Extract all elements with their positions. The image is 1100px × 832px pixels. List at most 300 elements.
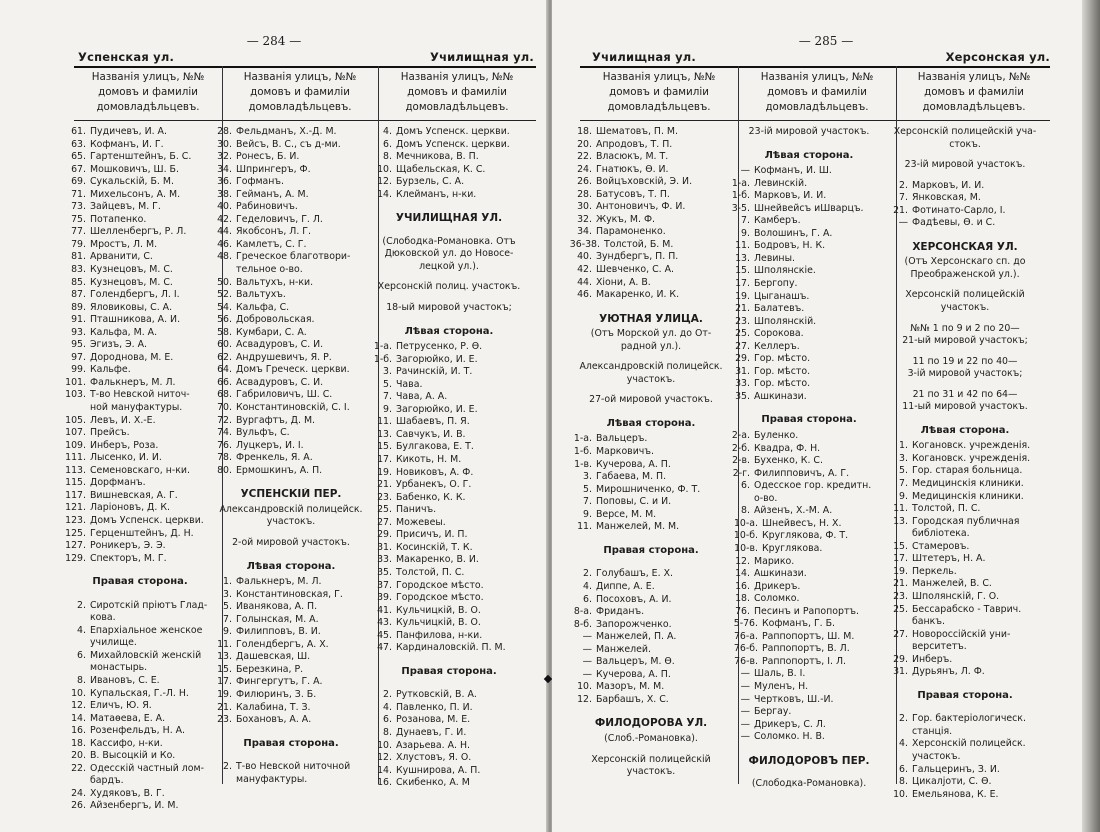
house-entry bbox=[206, 176, 376, 189]
house-number: 15. bbox=[893, 540, 908, 552]
house-entry bbox=[366, 479, 532, 492]
house-entry bbox=[60, 402, 220, 415]
house-entry bbox=[882, 566, 1048, 579]
house-entry bbox=[882, 516, 1048, 529]
house-number: 95. bbox=[71, 339, 86, 351]
house-number: 15. bbox=[735, 265, 750, 277]
owner-name: Парамоненко. bbox=[596, 226, 666, 238]
house-entry bbox=[366, 189, 532, 202]
house-entry bbox=[60, 750, 220, 763]
owner-name: Кузнецовъ, М. С. bbox=[90, 276, 173, 288]
owner-name: Мазоръ, М. М. bbox=[596, 681, 665, 693]
house-number: 18. bbox=[735, 593, 750, 605]
house-entry bbox=[366, 404, 532, 417]
house-number: 16. bbox=[735, 580, 750, 592]
owner-name: Рутковскій, В. А. bbox=[396, 689, 477, 701]
owner-name: Асвадуровъ, С. И. bbox=[236, 376, 324, 388]
house-number: — bbox=[740, 718, 750, 730]
owner-name: Бессарабско - Таврич. bbox=[912, 603, 1022, 615]
house-entry bbox=[60, 600, 220, 613]
house-entry bbox=[724, 443, 894, 456]
house-number: — bbox=[582, 656, 592, 668]
owner-name: Голубашъ, Е. Х. bbox=[596, 568, 673, 580]
house-number: 26. bbox=[577, 176, 592, 188]
house-entry bbox=[366, 126, 532, 139]
house-entry bbox=[724, 215, 894, 228]
owner-name: Манжелей, М. М. bbox=[596, 521, 680, 533]
house-number: 34. bbox=[217, 163, 232, 175]
page-edge-shadow bbox=[1082, 0, 1100, 832]
house-number: 3. bbox=[583, 471, 592, 483]
owner-name: Левины. bbox=[754, 252, 795, 264]
owner-name: Гор. мѣсто. bbox=[754, 378, 811, 390]
owner-name: Вульфъ, С. bbox=[236, 427, 290, 439]
house-number: 8. bbox=[383, 726, 392, 738]
house-entry bbox=[60, 612, 220, 625]
owner-name: о-во. bbox=[754, 492, 778, 504]
spacer bbox=[60, 592, 220, 600]
owner-name: Бабенко, К. К. bbox=[396, 491, 466, 503]
house-number: 58. bbox=[217, 326, 232, 338]
house-number: 1-а. bbox=[573, 433, 592, 445]
house-number: 1. bbox=[899, 440, 908, 452]
spacer bbox=[206, 477, 376, 485]
house-entry bbox=[724, 291, 894, 304]
house-number: 5. bbox=[899, 465, 908, 477]
owner-name: верситетъ. bbox=[912, 641, 967, 653]
house-entry bbox=[60, 637, 220, 650]
house-entry bbox=[724, 253, 894, 266]
section-note: 23-ій мировой участокъ. bbox=[904, 159, 1026, 171]
house-entry bbox=[60, 700, 220, 713]
house-entry bbox=[724, 430, 894, 443]
house-number: 54. bbox=[217, 301, 232, 313]
house-number: 63. bbox=[71, 138, 86, 150]
house-number: 60. bbox=[217, 339, 232, 351]
owner-name: Гор. мѣсто. bbox=[754, 353, 811, 365]
house-entry bbox=[566, 176, 736, 189]
owner-name: Т-во Невской ниточной bbox=[236, 761, 351, 773]
running-head-left: Успенская ул. bbox=[78, 50, 175, 64]
house-entry bbox=[60, 675, 220, 688]
house-entry bbox=[566, 496, 736, 509]
house-entry bbox=[366, 727, 532, 740]
house-entry bbox=[724, 618, 894, 631]
section-note: Преображенской ул.). bbox=[910, 268, 1020, 280]
house-entry bbox=[566, 239, 736, 252]
house-number: 76-а. bbox=[733, 630, 758, 642]
house-entry bbox=[60, 389, 220, 402]
owner-name: бардъ. bbox=[90, 775, 124, 787]
owner-name: Клейманъ, н-ки. bbox=[396, 188, 477, 200]
section-note: (Слоб.-Романовка). bbox=[604, 732, 698, 744]
spacer bbox=[566, 302, 736, 310]
owner-name: Цыганашъ. bbox=[754, 290, 810, 302]
spacer bbox=[206, 529, 376, 537]
house-entry bbox=[60, 763, 220, 776]
house-entry bbox=[206, 626, 376, 639]
house-entry bbox=[366, 592, 532, 605]
house-number: 17. bbox=[893, 553, 908, 565]
owner-name: ной мануфактуры. bbox=[90, 402, 183, 414]
owner-name: Соломко. Н. В. bbox=[754, 731, 825, 743]
house-entry bbox=[724, 316, 894, 329]
house-number: 35. bbox=[377, 566, 392, 578]
owner-name: Чава, А. А. bbox=[396, 391, 448, 403]
house-number: 6. bbox=[383, 138, 392, 150]
house-entry bbox=[206, 151, 376, 164]
house-entry bbox=[60, 201, 220, 214]
house-entry bbox=[882, 641, 1048, 654]
owner-name: Муленъ, Н. bbox=[754, 680, 809, 692]
section-note: 2-ой мировой участокъ. bbox=[232, 536, 350, 548]
spacer bbox=[60, 565, 220, 573]
spacer bbox=[366, 228, 532, 236]
house-entry bbox=[566, 264, 736, 277]
owner-name: Толстой, П. С. bbox=[912, 503, 981, 515]
owner-name: Филюринъ, З. Б. bbox=[236, 688, 317, 700]
house-number: 21. bbox=[893, 204, 908, 216]
section-note: Херсонскій полицейскій bbox=[591, 753, 711, 765]
house-number: 40. bbox=[217, 201, 232, 213]
section-heading: Лѣвая сторона. bbox=[764, 149, 854, 161]
running-head-right: Училищная ул. bbox=[430, 50, 534, 64]
owner-name: Епархіальное женское bbox=[90, 624, 203, 636]
house-number: 6. bbox=[383, 714, 392, 726]
owner-name: Толстой, Б. М. bbox=[604, 238, 674, 250]
owner-name: Домъ Греческ. церкви. bbox=[236, 364, 350, 376]
house-number: — bbox=[582, 643, 592, 655]
owner-name: Пудичевъ, И. А. bbox=[90, 126, 167, 137]
section-heading: Правая сторона. bbox=[603, 544, 699, 556]
spacer bbox=[206, 550, 376, 558]
owner-name: Макаренко, И. К. bbox=[596, 289, 680, 301]
owner-name: Домъ Успенск. церкви. bbox=[396, 126, 510, 137]
owner-name: Дорфманъ. bbox=[90, 477, 146, 489]
owner-name: Круглякова. bbox=[762, 542, 823, 554]
spacer bbox=[566, 706, 736, 714]
house-number: 17. bbox=[735, 278, 750, 290]
owner-name: Антоновичъ, Ф. И. bbox=[596, 201, 686, 213]
section-note: участокъ. bbox=[626, 373, 676, 385]
spacer bbox=[882, 414, 1048, 422]
owner-name: мануфактуры. bbox=[236, 773, 308, 785]
section-heading: Лѣвая сторона. bbox=[920, 424, 1010, 436]
owner-name: монастырь. bbox=[90, 662, 148, 674]
house-entry bbox=[566, 139, 736, 152]
house-number: 29. bbox=[735, 353, 750, 365]
house-entry bbox=[566, 214, 736, 227]
owner-name: Когановск. учрежденія. bbox=[912, 452, 1031, 464]
owner-name: Савчукъ, И. В. bbox=[396, 428, 466, 440]
owner-name: Ашкинази. bbox=[754, 390, 807, 402]
house-entry bbox=[566, 669, 736, 682]
house-entry bbox=[60, 725, 220, 738]
owner-name: Константиновскій, С. І. bbox=[236, 402, 350, 414]
house-number: 111. bbox=[65, 452, 86, 464]
owner-name: Кузнецовъ, М. С. bbox=[90, 264, 173, 276]
house-number: 22. bbox=[577, 151, 592, 163]
house-entry bbox=[724, 480, 894, 493]
house-number: 103. bbox=[65, 389, 86, 401]
section-heading: Правая сторона. bbox=[761, 414, 857, 426]
house-entry bbox=[60, 440, 220, 453]
owner-name: Новороссійскій уни- bbox=[912, 628, 1011, 640]
house-number: 30. bbox=[217, 138, 232, 150]
house-entry bbox=[724, 303, 894, 316]
owner-name: Голынская, М. А. bbox=[236, 613, 319, 625]
house-number: 11. bbox=[735, 240, 750, 252]
owner-name: Гофманъ. bbox=[236, 176, 285, 188]
owner-name: Андрушевичъ, Я. Р. bbox=[236, 351, 332, 363]
owner-name: Фриданъ. bbox=[596, 606, 645, 618]
house-entry bbox=[724, 694, 894, 707]
house-number: 13. bbox=[217, 651, 232, 663]
owner-name: Раппопортъ, Ш. М. bbox=[762, 630, 855, 642]
house-entry bbox=[724, 178, 894, 191]
house-number: 39. bbox=[377, 592, 392, 604]
house-entry bbox=[206, 289, 376, 302]
owner-name: Гнатюкъ, Ѳ. И. bbox=[596, 163, 669, 175]
section-heading: Правая сторона. bbox=[92, 576, 188, 588]
owner-name: Розанова, М. Е. bbox=[396, 714, 471, 726]
column-header: Названія улицъ, №№ домовъ и фамиліи домовладѣльцевъ. bbox=[91, 71, 205, 113]
house-number: 29. bbox=[377, 529, 392, 541]
spacer bbox=[566, 353, 736, 361]
house-number: 78. bbox=[217, 452, 232, 464]
owner-name: Гор. старая больница. bbox=[912, 465, 1023, 477]
house-entry bbox=[206, 189, 376, 202]
owner-name: Бохановъ, А. А. bbox=[236, 714, 312, 726]
owner-name: Шематовъ, П. М. bbox=[596, 126, 678, 137]
house-number: 3-5. bbox=[731, 202, 750, 214]
owner-name: Домъ Успенск. церкви. bbox=[396, 138, 510, 150]
house-number: 2-а. bbox=[731, 430, 750, 442]
house-entry bbox=[60, 800, 220, 813]
house-number: 22. bbox=[71, 762, 86, 774]
house-number: 37. bbox=[377, 579, 392, 591]
house-entry bbox=[206, 465, 376, 478]
owner-name: Шаль, В. І. bbox=[754, 668, 806, 680]
house-number: 109. bbox=[65, 439, 86, 451]
house-number: — bbox=[740, 731, 750, 743]
owner-name: Загорюйко, И. Е. bbox=[396, 353, 478, 365]
owner-name: Шполянскій, Г. О. bbox=[912, 590, 1000, 602]
house-entry bbox=[206, 639, 376, 652]
house-number: 97. bbox=[71, 351, 86, 363]
house-entry bbox=[566, 251, 736, 264]
house-entry bbox=[60, 650, 220, 663]
owner-name: Бодровъ, Н. К. bbox=[754, 240, 826, 252]
owner-name: Иванякова, А. П. bbox=[236, 601, 318, 613]
owner-name: банкъ. bbox=[912, 616, 945, 628]
house-entry bbox=[206, 761, 376, 774]
owner-name: Гор. бактеріологическ. bbox=[912, 713, 1026, 725]
house-entry bbox=[366, 605, 532, 618]
house-entry bbox=[724, 719, 894, 732]
house-number: 28. bbox=[217, 126, 232, 137]
house-number: 117. bbox=[65, 489, 86, 501]
house-number: 35. bbox=[735, 390, 750, 402]
owner-name: Цикалjоти, С. Ѳ. bbox=[912, 776, 992, 788]
house-number: 16. bbox=[71, 725, 86, 737]
house-number: 31. bbox=[377, 541, 392, 553]
house-number: 41. bbox=[377, 604, 392, 616]
owner-name: Вейсъ, В. С., съ д-ми. bbox=[236, 138, 341, 150]
running-head-left: Училищная ул. bbox=[592, 50, 696, 64]
owner-name: Вальтухъ. bbox=[236, 289, 286, 301]
house-number: 40. bbox=[577, 251, 592, 263]
house-number: 76. bbox=[217, 439, 232, 451]
section-heading: УЮТНАЯ УЛИЦА. bbox=[599, 312, 703, 325]
section-heading: Лѣвая сторона. bbox=[606, 417, 696, 429]
house-number: 13. bbox=[735, 252, 750, 264]
owner-name: Манжелей. bbox=[596, 643, 652, 655]
owner-name: Паничъ. bbox=[396, 504, 437, 516]
house-entry bbox=[566, 189, 736, 202]
owner-name: Барбашъ, Х. С. bbox=[596, 693, 669, 705]
house-entry bbox=[882, 205, 1048, 218]
column-header: Названія улицъ, №№ домовъ и фамиліи домовладѣльцевъ. bbox=[243, 71, 357, 113]
owner-name: Кальфа, С. bbox=[236, 301, 290, 313]
house-number: 10-в. bbox=[734, 542, 758, 554]
owner-name: Вургафтъ, Д. М. bbox=[236, 414, 316, 426]
owner-name: Дунаевъ, Г. И. bbox=[396, 726, 467, 738]
owner-name: Прейсъ. bbox=[90, 427, 130, 439]
spacer bbox=[366, 294, 532, 302]
house-entry bbox=[882, 553, 1048, 566]
owner-name: Одесское гор. кредитн. bbox=[754, 480, 872, 492]
spacer bbox=[882, 230, 1048, 238]
owner-name: Мечникова, В. П. bbox=[396, 151, 479, 163]
house-entry bbox=[366, 467, 532, 480]
owner-name: Власюкъ, М. Т. bbox=[596, 151, 669, 163]
section-note: Херсонскій полицейскій уча- bbox=[893, 126, 1037, 137]
owner-name: Луцкеръ, И. І. bbox=[236, 439, 304, 451]
house-number: 91. bbox=[71, 314, 86, 326]
house-entry bbox=[882, 666, 1048, 679]
house-number: 9. bbox=[383, 403, 392, 415]
house-entry bbox=[206, 352, 376, 365]
owner-name: Азарьева. А. Н. bbox=[396, 739, 471, 751]
owner-name: Кассифо, н-ки. bbox=[90, 737, 163, 749]
house-entry bbox=[366, 765, 532, 778]
house-entry bbox=[724, 366, 894, 379]
house-entry bbox=[566, 151, 736, 164]
owner-name: Инберъ. bbox=[912, 653, 953, 665]
owner-name: Марико. bbox=[754, 555, 795, 567]
house-entry bbox=[566, 606, 736, 619]
house-number: 1-б. bbox=[731, 190, 750, 202]
owner-name: Березкина, Р. bbox=[236, 663, 304, 675]
house-number: 72. bbox=[217, 414, 232, 426]
house-entry bbox=[60, 625, 220, 638]
section-note: 11-ый мировой участокъ. bbox=[902, 401, 1028, 413]
owner-name: Урбанекъ, О. Г. bbox=[396, 479, 472, 491]
house-number: 48. bbox=[217, 251, 232, 263]
house-entry bbox=[60, 176, 220, 189]
owner-name: Рачинскій, И. Т. bbox=[396, 366, 473, 378]
house-entry bbox=[724, 353, 894, 366]
house-number: 76-б. bbox=[733, 643, 758, 655]
house-entry bbox=[724, 341, 894, 354]
house-entry bbox=[882, 478, 1048, 491]
owner-name: Кофманъ, Г. Б. bbox=[762, 618, 836, 630]
owner-name: Чава. bbox=[396, 378, 423, 390]
house-number: 23. bbox=[893, 590, 908, 602]
spacer bbox=[882, 281, 1048, 289]
owner-name: Версе, М. М. bbox=[596, 508, 657, 520]
owner-name: Мошковичъ, Ш. Б. bbox=[90, 163, 179, 175]
owner-name: Волошинъ, Г. А. bbox=[754, 227, 833, 239]
house-entry bbox=[724, 455, 894, 468]
spacer bbox=[366, 315, 532, 323]
owner-name: Спекторъ, М. Г. bbox=[90, 552, 167, 564]
house-entry bbox=[366, 441, 532, 454]
house-number: 44. bbox=[577, 276, 592, 288]
house-entry bbox=[724, 731, 894, 744]
house-entry bbox=[882, 503, 1048, 516]
owner-name: Раппопортъ, І. Л. bbox=[762, 655, 847, 667]
house-number: 20. bbox=[71, 750, 86, 762]
owner-name: Домъ Успенск. церкви. bbox=[90, 514, 204, 526]
house-entry bbox=[566, 471, 736, 484]
owner-name: Балатевъ. bbox=[754, 303, 805, 315]
house-entry bbox=[60, 688, 220, 701]
owner-name: Геделовичъ, Г. Л. bbox=[236, 213, 323, 225]
owner-name: Можевеы. bbox=[396, 516, 446, 528]
house-entry bbox=[60, 427, 220, 440]
house-entry bbox=[724, 378, 894, 391]
house-number: 1-а. bbox=[731, 177, 750, 189]
house-entry bbox=[566, 484, 736, 497]
section-heading: УСПЕНСКІЙ ПЕР. bbox=[240, 488, 342, 501]
house-number: 9. bbox=[223, 626, 232, 638]
house-number: 24. bbox=[71, 787, 86, 799]
house-number: 25. bbox=[377, 504, 392, 516]
house-number: 10. bbox=[893, 788, 908, 800]
house-entry bbox=[60, 264, 220, 277]
house-number: 12. bbox=[71, 700, 86, 712]
owner-name: Розенфельдъ, Н. А. bbox=[90, 725, 186, 737]
house-number: 32. bbox=[217, 151, 232, 163]
owner-name: Кульчицкій, В. О. bbox=[396, 604, 481, 616]
house-entry bbox=[206, 126, 376, 139]
house-number: 7. bbox=[899, 478, 908, 490]
house-number: 3. bbox=[899, 452, 908, 464]
owner-name: Бергопу. bbox=[754, 278, 798, 290]
house-entry bbox=[882, 217, 1048, 230]
owner-name: библіотека. bbox=[912, 528, 970, 540]
owner-name: Одесскій частный лом- bbox=[90, 762, 204, 774]
house-entry bbox=[366, 176, 532, 189]
house-number: 21. bbox=[893, 578, 908, 590]
house-entry bbox=[60, 477, 220, 490]
owner-name: тельное о-во. bbox=[236, 264, 303, 276]
house-entry bbox=[724, 518, 894, 531]
house-entry bbox=[882, 591, 1048, 604]
house-entry bbox=[366, 542, 532, 555]
owner-name: Мростъ, Л. М. bbox=[90, 238, 158, 250]
house-number: 10-а. bbox=[733, 517, 758, 529]
spacer bbox=[724, 139, 894, 147]
house-number: 11. bbox=[577, 521, 592, 533]
entries-column bbox=[882, 126, 1048, 801]
house-entry bbox=[724, 656, 894, 669]
house-number: 129. bbox=[65, 552, 86, 564]
section-heading: Правая сторона. bbox=[917, 689, 1013, 701]
owner-name: Шелленбергъ, Р. Л. bbox=[90, 226, 187, 238]
